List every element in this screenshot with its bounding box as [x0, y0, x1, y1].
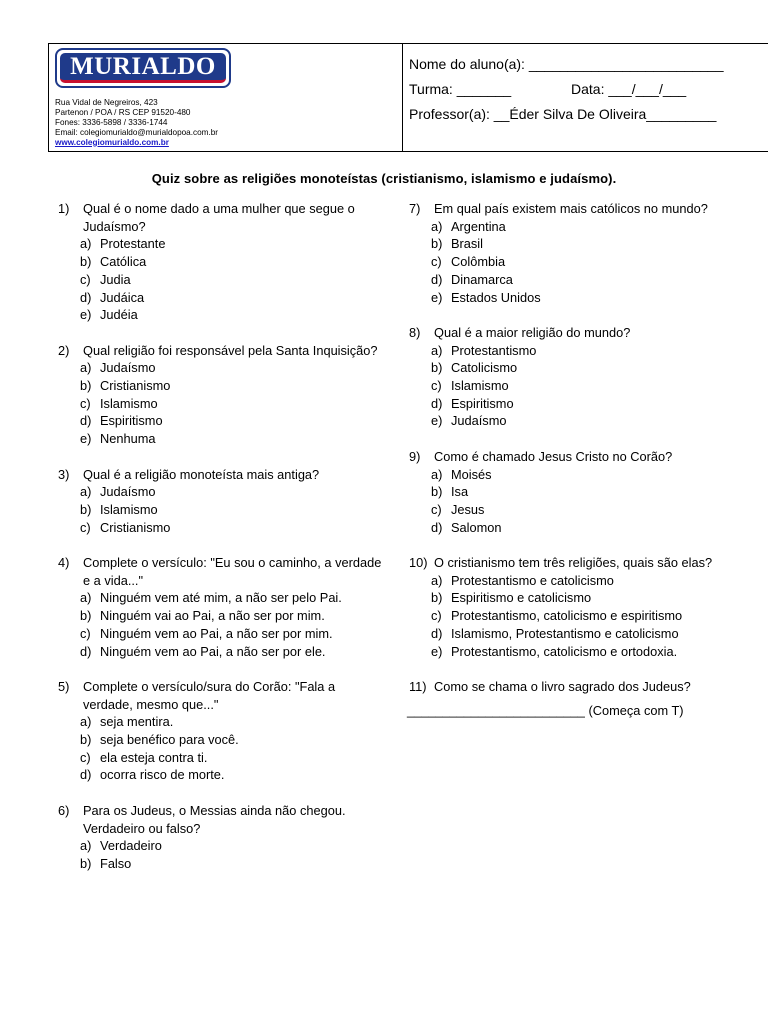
option-text: Protestantismo [451, 342, 537, 358]
answer-option[interactable] [58, 501, 388, 519]
option-letter: d) [431, 519, 443, 535]
option-text: Cristianismo [100, 519, 171, 535]
question-11 [409, 678, 768, 696]
option-letter: d) [80, 643, 92, 659]
answer-option[interactable] [58, 749, 388, 767]
answer-option[interactable] [58, 306, 388, 324]
option-letter: d) [431, 271, 443, 287]
option-letter: d) [80, 767, 92, 783]
question-4 [58, 554, 388, 660]
question-6 [58, 802, 388, 873]
option-letter: a) [80, 590, 92, 606]
option-letter: e) [431, 413, 443, 429]
option-letter: e) [80, 307, 92, 323]
option-letter: b) [80, 608, 92, 624]
option-letter: c) [80, 271, 91, 287]
option-letter: b) [431, 484, 443, 500]
option-letter: b) [431, 590, 443, 606]
answer-option[interactable] [409, 501, 768, 519]
option-text: Catolicismo [451, 360, 518, 376]
question-7 [409, 200, 768, 306]
option-text: Judaísmo [100, 360, 156, 376]
option-text: Brasil [451, 236, 483, 252]
option-letter: b) [80, 378, 92, 394]
question-number: 4) [58, 555, 70, 571]
date-field[interactable]: Data: ___/___/___ [571, 81, 687, 97]
answer-option[interactable] [409, 643, 768, 661]
answer-option[interactable] [409, 235, 768, 253]
class-field[interactable]: Turma: _______ [409, 81, 512, 97]
answer-option[interactable] [58, 289, 388, 307]
option-letter: c) [431, 501, 442, 517]
option-letter: a) [431, 572, 443, 588]
question-text: Qual religião foi responsável pela Santa Inquisição? [83, 342, 378, 358]
option-letter: a) [431, 218, 443, 234]
option-letter: c) [80, 519, 91, 535]
answer-option[interactable] [409, 342, 768, 360]
option-text: Ninguém vai ao Pai, a não ser por mim. [100, 608, 325, 624]
option-letter: d) [431, 625, 443, 641]
option-text: Islamismo [100, 501, 158, 517]
question-number: 3) [58, 466, 70, 482]
option-letter: b) [431, 360, 443, 376]
option-text: Judaísmo [100, 484, 156, 500]
school-logo-text: MURIALDO [70, 53, 216, 80]
option-text: Protestantismo e catolicismo [451, 572, 614, 588]
option-text: Protestante [100, 236, 166, 252]
option-letter: a) [80, 484, 92, 500]
option-letter: d) [80, 289, 92, 305]
answer-option[interactable] [58, 589, 388, 607]
option-letter: b) [80, 855, 92, 871]
option-text: Espiritismo [451, 395, 514, 411]
question-number: 2) [58, 342, 70, 358]
option-text: Nenhuma [100, 431, 156, 447]
answer-option[interactable] [58, 377, 388, 395]
option-text: Estados Unidos [451, 289, 541, 305]
question-text: Complete o versículo/sura do Corão: "Fala a verdade, mesmo que..." [83, 678, 336, 712]
option-letter: c) [80, 625, 91, 641]
option-text: Espiritismo e catolicismo [451, 590, 592, 606]
email-line: Email: colegiomurialdo@murialdopoa.com.br [55, 127, 219, 137]
answer-option[interactable] [409, 289, 768, 307]
option-text: ocorra risco de morte. [100, 767, 225, 783]
address-line: Rua Vidal de Negreiros, 423 [55, 98, 158, 107]
quiz-title: Quiz sobre as religiões monoteístas (cristianismo, islamismo e judaísmo). [151, 171, 617, 186]
option-text: seja mentira. [100, 714, 174, 730]
question-text: Qual é a religião monoteísta mais antiga? [83, 466, 320, 482]
option-letter: d) [431, 395, 443, 411]
option-letter: e) [80, 431, 92, 447]
option-text: Verdadeiro [100, 838, 162, 854]
option-text: Colômbia [451, 254, 506, 270]
option-text: ela esteja contra ti. [100, 749, 208, 765]
answer-option[interactable] [58, 713, 388, 731]
option-text: seja benéfico para você. [100, 732, 239, 748]
question-text: Qual é a maior religião do mundo? [434, 324, 631, 340]
answer-option[interactable] [409, 218, 768, 236]
question-text: O cristianismo tem três religiões, quais são elas? [434, 555, 713, 571]
question-number: 6) [58, 802, 70, 818]
option-text: Islamismo, Protestantismo e catolicismo [451, 625, 679, 641]
answer-option[interactable] [58, 766, 388, 784]
option-text: Católica [100, 254, 147, 270]
option-text: Islamismo [100, 395, 158, 411]
option-text: Salomon [451, 519, 502, 535]
question-text: Em qual país existem mais católicos no mundo? [434, 201, 708, 216]
question-5 [58, 678, 388, 784]
school-logo [55, 48, 231, 88]
answer-option[interactable] [58, 395, 388, 413]
option-letter: d) [80, 413, 92, 429]
answer-option[interactable] [58, 483, 388, 501]
question-text: Complete o versículo: "Eu sou o caminho, a verdade e a vida..." [83, 555, 382, 588]
left-question-column [58, 200, 388, 890]
student-form [403, 44, 768, 151]
student-name-field[interactable]: Nome do aluno(a): _________________________ [409, 56, 724, 72]
right-question-column [409, 200, 768, 719]
option-text: Cristianismo [100, 378, 171, 394]
answer-option[interactable] [409, 589, 768, 607]
answer-option[interactable] [58, 271, 388, 289]
option-letter: b) [80, 501, 92, 517]
option-text: Falso [100, 855, 132, 871]
answer-option[interactable] [409, 395, 768, 413]
answer-option[interactable] [58, 607, 388, 625]
answer-option[interactable] [409, 519, 768, 537]
answer-option[interactable] [58, 359, 388, 377]
answer-option[interactable] [58, 412, 388, 430]
option-letter: a) [80, 360, 92, 376]
answer-option[interactable] [409, 412, 768, 430]
option-text: Ninguém vem ao Pai, a não ser por mim. [100, 625, 333, 641]
option-letter: a) [80, 838, 92, 854]
option-text: Isa [451, 484, 469, 500]
answer-option[interactable] [409, 466, 768, 484]
question-number: 1) [58, 201, 70, 216]
option-text: Ninguém vem até mim, a não ser pelo Pai. [100, 590, 342, 606]
answer-option[interactable] [409, 572, 768, 590]
answer-option[interactable] [409, 483, 768, 501]
question-number: 5) [58, 678, 70, 694]
school-address [55, 98, 218, 148]
answer-option[interactable] [409, 625, 768, 643]
option-letter: b) [80, 732, 92, 748]
option-text: Jesus [451, 501, 485, 517]
option-letter: a) [431, 466, 443, 482]
option-text: Judaísmo [451, 413, 507, 429]
address-line: Partenon / POA / RS CEP 91520-480 [55, 107, 191, 117]
question-1 [58, 200, 388, 324]
answer-option[interactable] [58, 430, 388, 448]
question-number: 7) [409, 201, 421, 216]
option-letter: a) [80, 236, 92, 252]
option-text: Argentina [451, 218, 506, 234]
option-text: Protestantismo, catolicismo e ortodoxia. [451, 643, 678, 659]
answer-option[interactable] [58, 643, 388, 661]
answer-option[interactable] [409, 377, 768, 395]
phone-line: Fones: 3336-5898 / 3336-1744 [55, 117, 168, 127]
option-letter: e) [431, 643, 443, 659]
question-text: Qual é o nome dado a uma mulher que segue o Judaísmo? [83, 201, 355, 234]
question-text: Para os Judeus, o Messias ainda não chegou. Verdadeiro ou falso? [83, 802, 346, 836]
question-10 [409, 554, 768, 660]
option-letter: c) [431, 254, 442, 270]
school-logo-band [60, 53, 226, 83]
option-letter: c) [431, 608, 442, 624]
question-9 [409, 448, 768, 537]
answer-option[interactable] [58, 837, 388, 855]
question-8 [409, 324, 768, 430]
option-text: Ninguém vem ao Pai, a não ser por ele. [100, 643, 326, 659]
question-2 [58, 342, 388, 448]
option-text: Judia [100, 271, 131, 287]
teacher-field: Professor(a): __Éder Silva De Oliveira_________ [409, 106, 717, 122]
answer-option[interactable] [58, 235, 388, 253]
option-letter: b) [431, 236, 443, 252]
answer-option[interactable] [409, 607, 768, 625]
option-text: Judéia [100, 307, 138, 323]
option-letter: b) [80, 254, 92, 270]
question-number: 9) [409, 448, 421, 464]
option-text: Judáica [100, 289, 145, 305]
option-letter: a) [80, 714, 92, 730]
option-letter: c) [80, 749, 91, 765]
answer-blank-line[interactable]: _________________________ (Começa com T) [407, 702, 684, 718]
option-letter: c) [80, 395, 91, 411]
option-text: Espiritismo [100, 413, 163, 429]
question-number: 11) [409, 678, 427, 694]
option-letter: c) [431, 378, 442, 394]
option-letter: e) [431, 289, 443, 305]
website-link[interactable]: www.colegiomurialdo.com.br [55, 137, 169, 147]
question-number: 8) [409, 324, 421, 340]
question-number: 10) [409, 555, 428, 571]
answer-option[interactable] [58, 625, 388, 643]
answer-option[interactable] [409, 253, 768, 271]
option-text: Moisés [451, 466, 492, 482]
answer-option[interactable] [58, 519, 388, 537]
answer-option[interactable] [58, 855, 388, 873]
school-info [49, 44, 403, 151]
question-text: Como se chama o livro sagrado dos Judeus? [434, 678, 691, 694]
answer-option[interactable] [58, 731, 388, 749]
question-text: Como é chamado Jesus Cristo no Corão? [434, 448, 673, 464]
answer-option[interactable] [409, 271, 768, 289]
answer-option[interactable] [409, 359, 768, 377]
option-letter: a) [431, 342, 443, 358]
option-text: Islamismo [451, 378, 509, 394]
answer-option[interactable] [58, 253, 388, 271]
header-box [48, 43, 768, 152]
option-text: Dinamarca [451, 271, 513, 287]
option-text: Protestantismo, catolicismo e espiritismo [451, 608, 683, 624]
question-3 [58, 466, 388, 537]
